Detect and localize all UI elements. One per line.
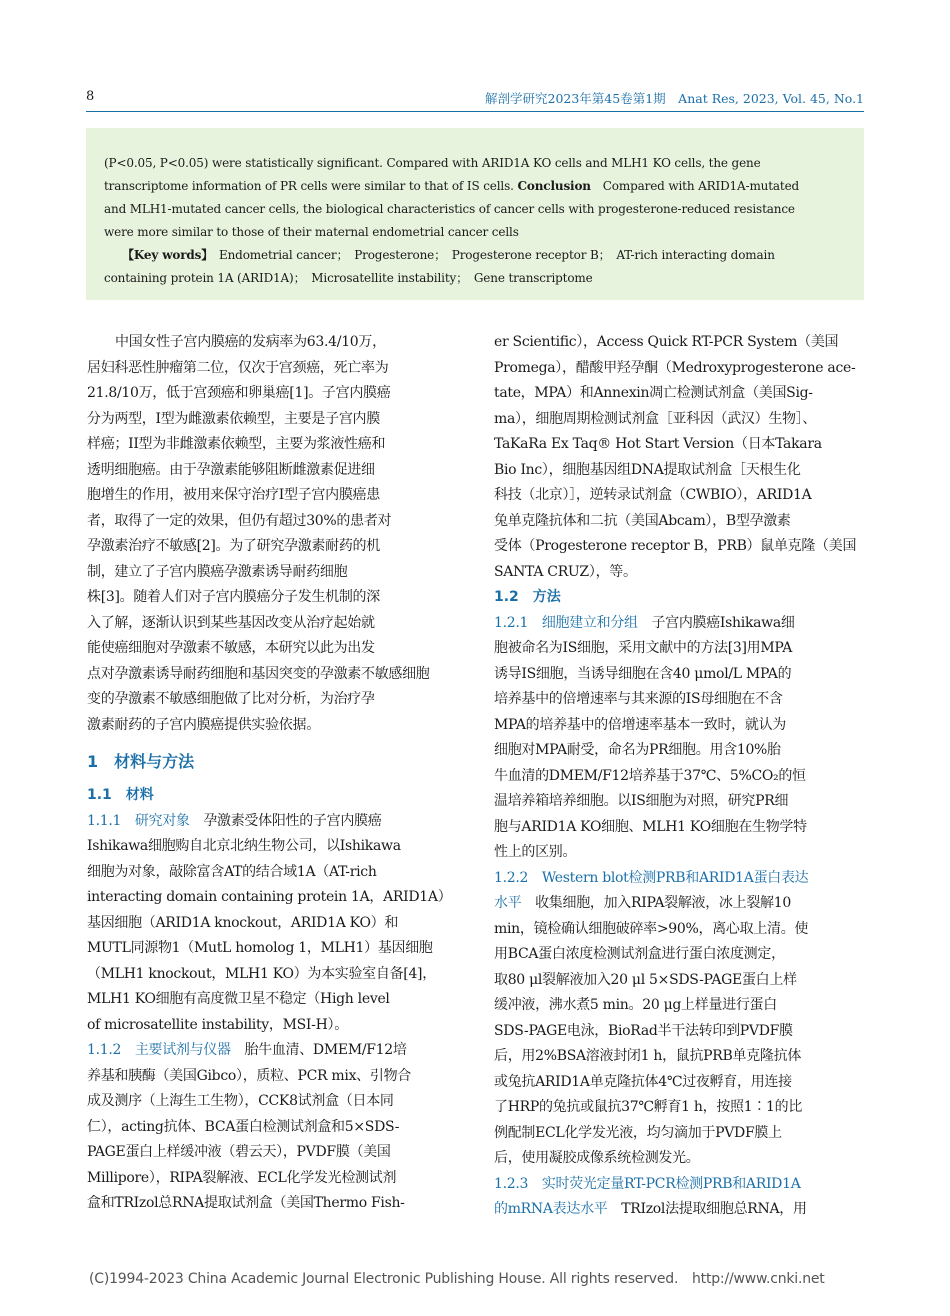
body-line: 受体（Progesterone receptor B，PRB）鼠单克隆（美国 xyxy=(494,538,857,554)
subsection-line: 1.1.2 主要试剂与仪器 胎牛血清、DMEM/F12培 xyxy=(87,1042,407,1058)
body-line: 科技（北京）］，逆转录试剂盒（CWBIO），ARID1A xyxy=(494,487,812,503)
body-line: 兔单克隆抗体和二抗（美国Abcam），B型孕激素 xyxy=(494,512,791,529)
body-line: 养基和胰酶（美国Gibco），质粒、PCR mix、引物合 xyxy=(87,1067,411,1084)
body-line: ma），细胞周期检测试剂盒［亚科因（武汉）生物］、 xyxy=(494,410,817,427)
body-line: min，镜检确认细胞破碎率>90%，离心取上清。使 xyxy=(494,920,809,937)
body-line: 或兔抗ARID1A单克隆抗体4℃过夜孵育，用连接 xyxy=(494,1073,792,1090)
body-line: of microsatellite instability，MSI-H）。 xyxy=(87,1016,348,1033)
abstract-line: and MLH1-mutated cancer cells, the biological characteristics of cancer cells with progesterone-reduced resistance xyxy=(104,202,795,216)
body-line: TaKaRa Ex Taq® Hot Start Version（日本Takara xyxy=(494,436,822,452)
intro-line: 居妇科恶性肿瘤第二位，仅次于宫颈癌，死亡率为 xyxy=(87,359,389,376)
intro-line: 21.8/10万，低于宫颈癌和卵巢癌[1]。子宫内膜癌 xyxy=(87,385,391,401)
conclusion-label: Conclusion xyxy=(517,179,591,193)
body-line: 胞被命名为IS细胞，采用文献中的方法[3]用MPA xyxy=(494,640,793,656)
body-line: 牛血清的DMEM/F12培养基于37℃、5%CO₂的恒 xyxy=(494,767,806,784)
body-line: Bio Inc），细胞基因组DNA提取试剂盒［天根生化 xyxy=(494,461,801,478)
body-line: Promega），醋酸甲羟孕酮（Medroxyprogesterone ace- xyxy=(494,359,856,376)
keywords-line: 【Key words】 Endometrial cancer； Progesterone； Progesterone receptor B； AT-rich interacting domain xyxy=(122,248,775,262)
body-line: 细胞对MPA耐受，命名为PR细胞。用含10%胎 xyxy=(494,742,781,758)
body-line: interacting domain containing protein 1A，ARID1A） xyxy=(87,889,452,905)
intro-line: 分为两型，I型为雌激素依赖型，主要是子宫内膜 xyxy=(87,410,380,427)
body-line: （MLH1 knockout，MLH1 KO）为本实验室自备[4]， xyxy=(87,965,436,982)
body-line: 取80 μl裂解液加入20 μl 5×SDS-PAGE蛋白上样 xyxy=(494,971,797,988)
body-line: 盒和TRIzol总RNA提取试剂盒（美国Thermo Fish- xyxy=(87,1195,405,1211)
intro-line: 孕激素治疗不敏感[2]。为了研究孕激素耐药的机 xyxy=(87,538,380,554)
subsection-1-2-1-label: 1.2.1 细胞建立和分组 xyxy=(494,614,638,631)
page-number: 8 xyxy=(86,89,95,104)
intro-line: 样癌；II型为非雌激素依赖型，主要为浆液性癌和 xyxy=(87,436,386,452)
intro-line: 激素耐药的子宫内膜癌提供实验依据。 xyxy=(87,716,320,733)
section-1-2-heading: 1.2 方法 xyxy=(494,589,561,605)
subsection-line: 1.1.1 研究对象 孕激素受体阳性的子宫内膜癌 xyxy=(87,812,382,829)
intro-line: 者，取得了一定的效果，但仍有超过30%的患者对 xyxy=(87,512,392,529)
intro-line: 中国女性子宫内膜癌的发病率为63.4/10万， xyxy=(115,334,386,350)
section-1-1-heading: 1.1 材料 xyxy=(87,787,154,803)
body-line: SANTA CRUZ），等。 xyxy=(494,563,637,580)
body-line: MUTL同源物1（MutL homolog 1，MLH1）基因细胞 xyxy=(87,940,433,956)
journal-header: 解剖学研究2023年第45卷第1期 Anat Res, 2023, Vol. 45, No.1 xyxy=(485,91,864,106)
subsection-1-1-2-label: 1.1.2 主要试剂与仪器 xyxy=(87,1042,231,1058)
section-1-heading: 1 材料与方法 xyxy=(87,752,195,771)
intro-line: 透明细胞癌。由于孕激素能够阻断雌激素促进细 xyxy=(87,461,375,478)
subsection-line: 的mRNA表达水平 TRIzol法提取细胞总RNA，用 xyxy=(494,1201,807,1217)
body-line: er Scientific），Access Quick RT-PCR System（美国 xyxy=(494,334,839,350)
body-line: 后，用2%BSA溶液封闭1 h，鼠抗PRB单克隆抗体 xyxy=(494,1048,802,1064)
body-line: MPA的培养基中的倍增速率基本一致时，就认为 xyxy=(494,716,786,733)
subsection-line: 1.2.1 细胞建立和分组 子宫内膜癌Ishikawa细 xyxy=(494,614,795,631)
subsection-1-1-1-label: 1.1.1 研究对象 xyxy=(87,812,190,829)
abstract-line: (P<0.05, P<0.05) were statistically significant. Compared with ARID1A KO cells and MLH1 KO cells, the gene xyxy=(104,156,761,170)
right-column xyxy=(494,330,864,1223)
subsection-1-2-2-label: 1.2.2 Western blot检测PRB和ARID1A蛋白表达 xyxy=(494,869,809,886)
body-line: Ishikawa细胞购自北京北纳生物公司，以Ishikawa xyxy=(87,838,401,854)
copyright-footer: (C)1994-2023 China Academic Journal Electronic Publishing House. All rights reserved. http://www.cnki.net xyxy=(89,1271,825,1287)
keywords-label: 【Key words】 xyxy=(122,248,208,262)
intro-line: 点对孕激素诱导耐药细胞和基因突变的孕激素不敏感细胞 xyxy=(87,665,430,682)
body-line: 例配制ECL化学发光液，均匀滴加于PVDF膜上 xyxy=(494,1124,782,1141)
body-line: 培养基中的倍增速率与其来源的IS母细胞在不含 xyxy=(494,691,783,707)
intro-line: 入了解，逐渐认识到某些基因改变从治疗起始就 xyxy=(87,614,375,631)
body-line: 用BCA蛋白浓度检测试剂盒进行蛋白浓度测定， xyxy=(494,946,785,962)
abstract-box xyxy=(86,128,864,300)
subsection-line: 水平 收集细胞，加入RIPA裂解液，冰上裂解10 xyxy=(494,895,791,911)
intro-line: 胞增生的作用，被用来保守治疗I型子宫内膜癌患 xyxy=(87,487,380,503)
body-line: tate，MPA）和Annexin凋亡检测试剂盒（美国Sig- xyxy=(494,385,813,401)
body-line: 细胞为对象，敲除富含AT的结合域1A（AT-rich xyxy=(87,863,377,880)
body-line: 成及测序（上海生工生物），CCK8试剂盒（日本同 xyxy=(87,1093,394,1109)
body-line: 基因细胞（ARID1A knockout，ARID1A KO）和 xyxy=(87,914,399,931)
header-rule xyxy=(86,111,864,112)
body-line: Millipore），RIPA裂解液、ECL化学发光检测试剂 xyxy=(87,1169,397,1186)
abstract-line: were more similar to those of their maternal endometrial cancer cells xyxy=(104,225,519,239)
subsection-1-2-3-label: 1.2.3 实时荧光定量RT-PCR检测PRB和ARID1A xyxy=(494,1175,801,1192)
body-line: MLH1 KO细胞有高度微卫星不稳定（High level xyxy=(87,991,390,1007)
body-line: PAGE蛋白上样缓冲液（碧云天），PVDF膜（美国 xyxy=(87,1144,391,1160)
body-line: 仁），acting抗体、BCA蛋白检测试剂盒和5×SDS- xyxy=(87,1118,400,1135)
intro-line: 株[3]。随着人们对子宫内膜癌分子发生机制的深 xyxy=(87,589,380,605)
body-line: 诱导IS细胞，当诱导细胞在含40 μmol/L MPA的 xyxy=(494,665,792,682)
body-line: SDS-PAGE电泳，BioRad半干法转印到PVDF膜 xyxy=(494,1022,793,1039)
intro-line: 制，建立了子宫内膜癌孕激素诱导耐药细胞 xyxy=(87,563,348,580)
body-line: 了HRP的兔抗或鼠抗37℃孵育1 h，按照1∶1的比 xyxy=(494,1099,803,1115)
body-line: 温培养箱培养细胞。以IS细胞为对照，研究PR细 xyxy=(494,793,789,809)
left-column xyxy=(87,330,457,1217)
body-line: 后，使用凝胶成像系统检测发光。 xyxy=(494,1150,700,1166)
abstract-line: transcriptome information of PR cells were similar to that of IS cells. Conclusion Compared with ARID1A-mutated xyxy=(104,179,800,193)
intro-line: 能使癌细胞对孕激素不敏感，本研究以此为出发 xyxy=(87,640,375,656)
body-line: 胞与ARID1A KO细胞、MLH1 KO细胞在生物学特 xyxy=(494,818,807,835)
body-line: 缓冲液，沸水煮5 min。20 μg上样量进行蛋白 xyxy=(494,997,777,1013)
keywords-line: containing protein 1A (ARID1A)； Microsatellite instability； Gene transcriptome xyxy=(104,271,593,285)
body-line: 性上的区别。 xyxy=(494,844,577,860)
intro-line: 变的孕激素不敏感细胞做了比对分析，为治疗孕 xyxy=(87,691,375,707)
